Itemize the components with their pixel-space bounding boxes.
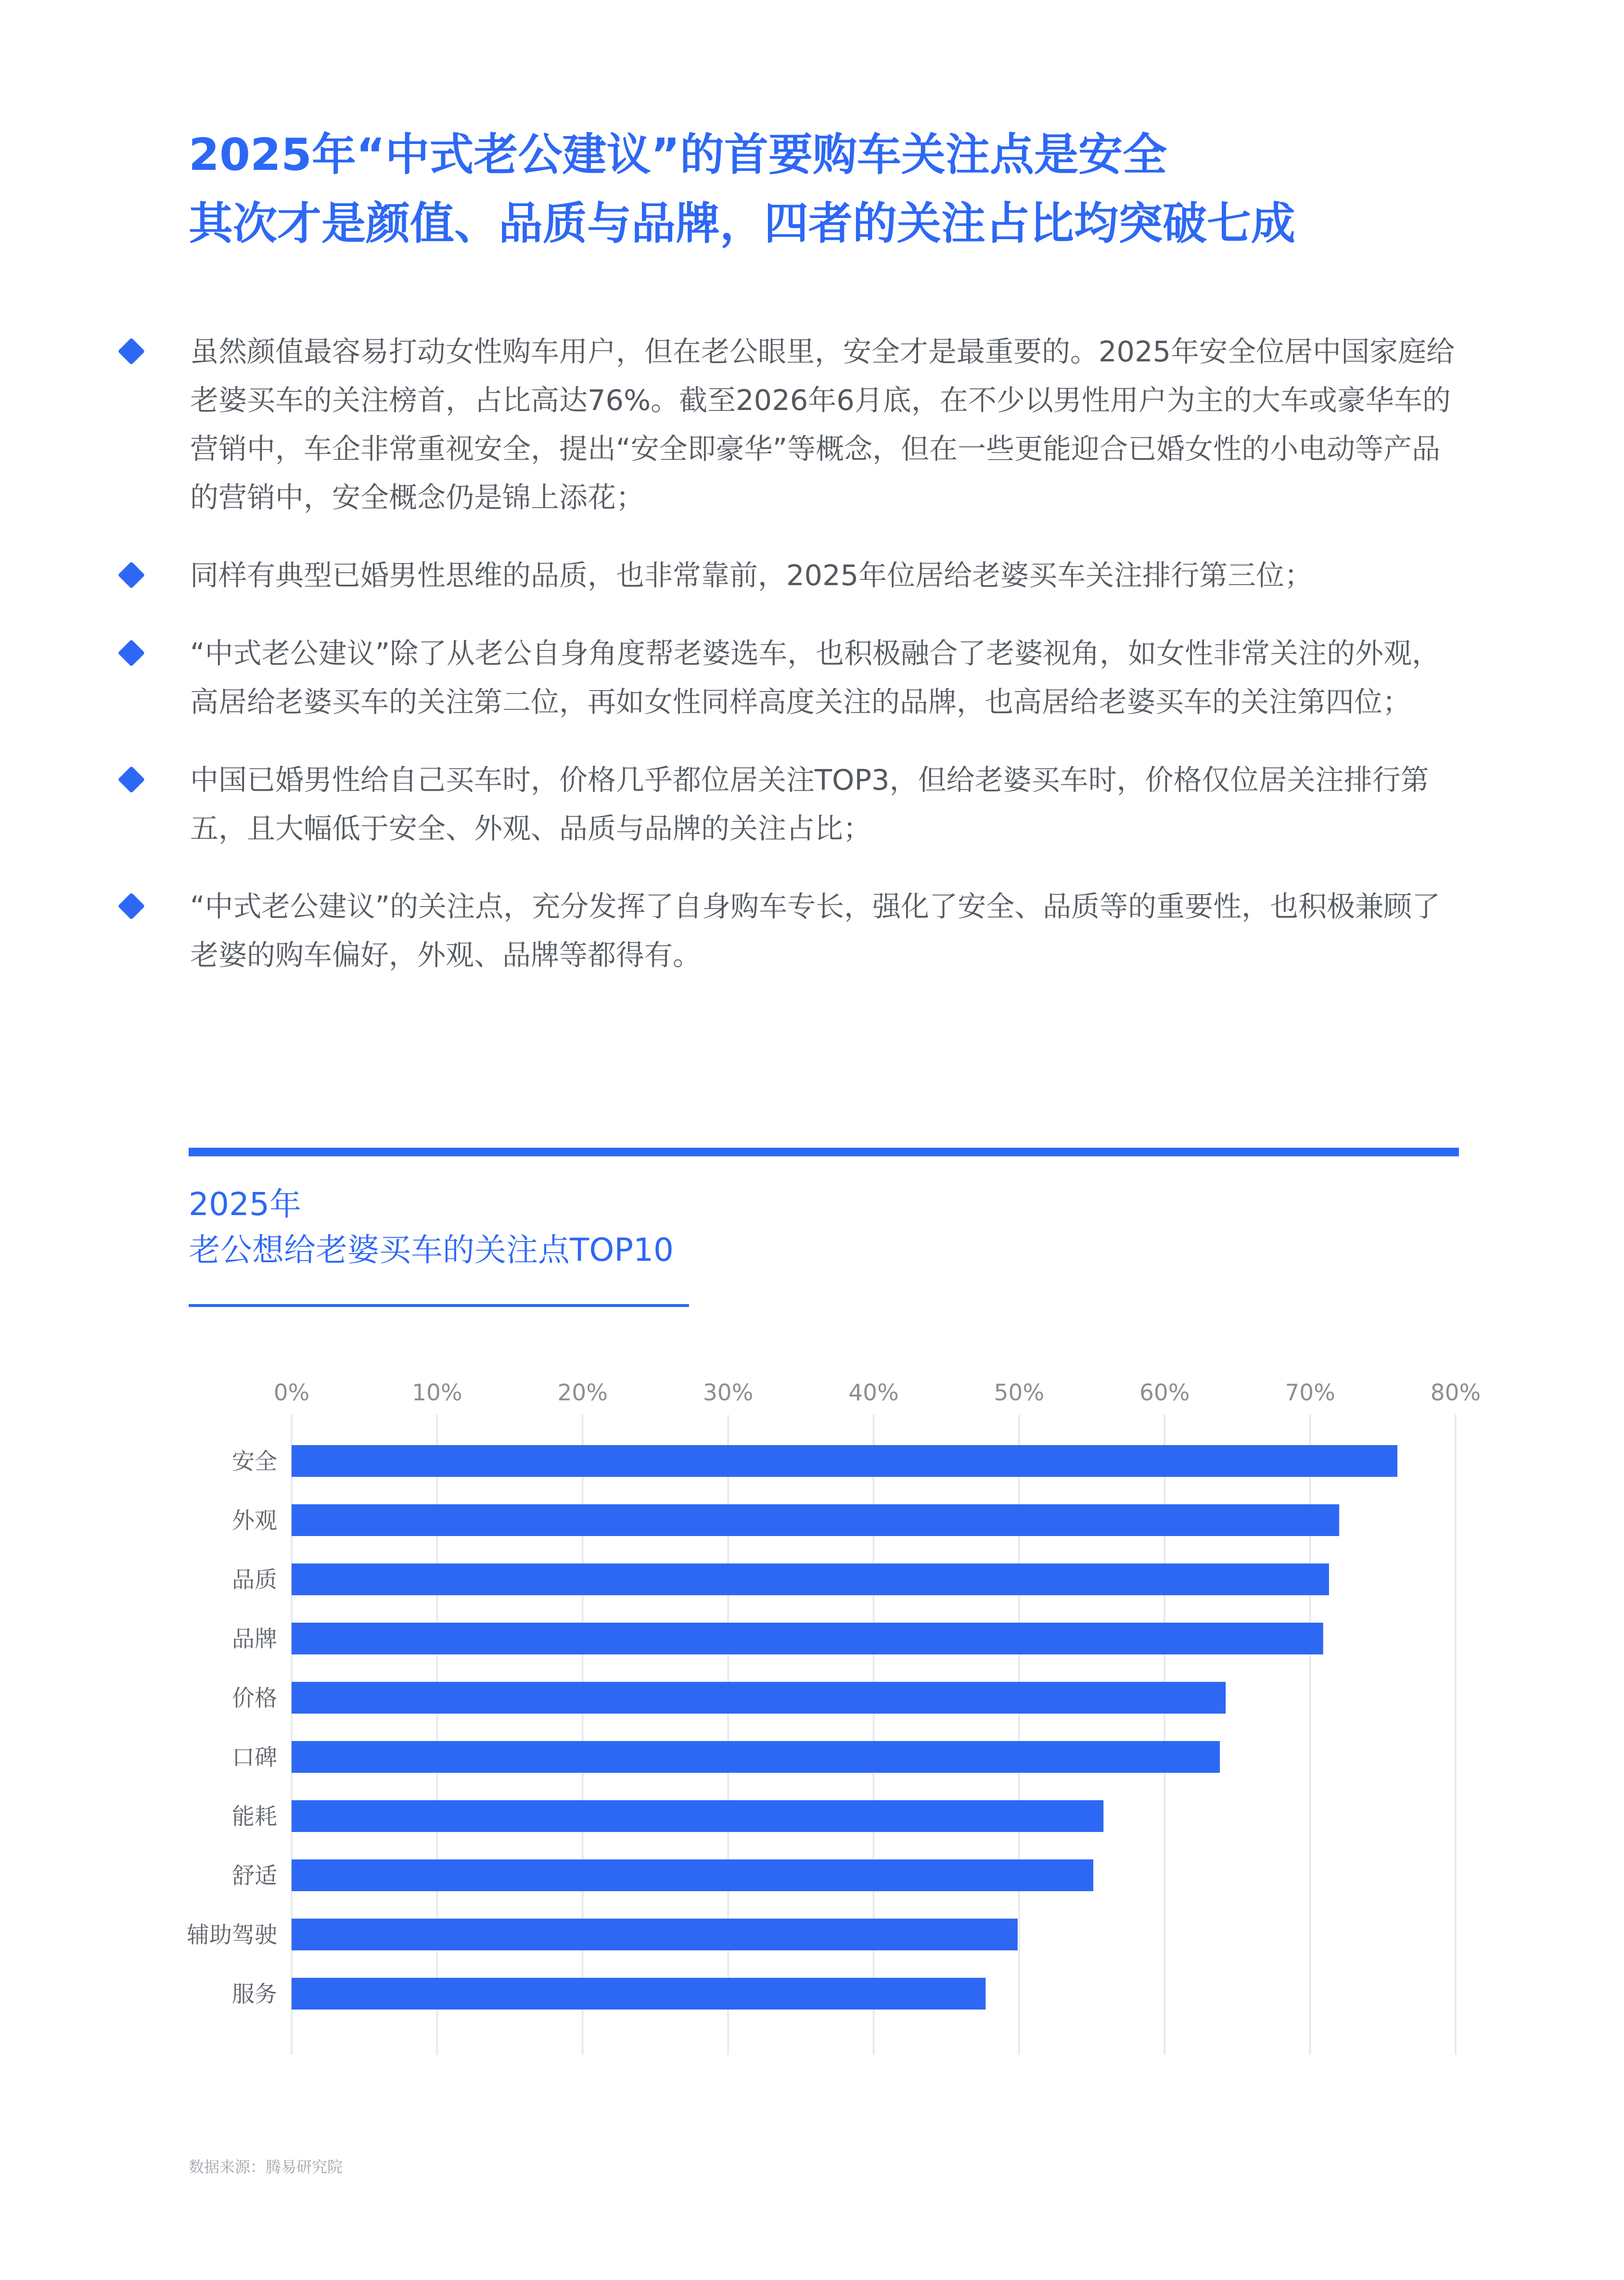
x-tick-label: 70% xyxy=(1285,1380,1335,1406)
bullet-item-4 xyxy=(115,756,1463,853)
x-tick-label: 0% xyxy=(273,1380,310,1406)
x-tick-label: 60% xyxy=(1139,1380,1190,1406)
category-label: 服务 xyxy=(232,1981,277,2008)
diamond-bullet-icon xyxy=(118,562,145,589)
category-label: 口碑 xyxy=(232,1744,277,1771)
chart-top-rule xyxy=(189,1148,1459,1156)
category-label: 品质 xyxy=(232,1567,277,1593)
bar-1 xyxy=(292,1445,1397,1477)
category-label: 能耗 xyxy=(232,1804,277,1830)
diamond-bullet-icon xyxy=(118,640,145,667)
category-label: 辅助驾驶 xyxy=(187,1922,277,1948)
bar-7 xyxy=(292,1800,1103,1832)
bullet-text: “中式老公建议”的关注点，充分发挥了自身购车专长，强化了安全、品质等的重要性，也积极兼顾了老婆的购车偏好，外观、品牌等都得有。 xyxy=(190,890,1441,972)
bar-chart xyxy=(0,1347,1624,2069)
bar-5 xyxy=(292,1682,1226,1714)
bullet-list xyxy=(115,327,1463,1009)
page-title-line-2: 其次才是颜值、品质与品牌，四者的关注占比均突破七成 xyxy=(189,198,1296,249)
bullet-text: “中式老公建议”除了从老公自身角度帮老婆选车，也积极融合了老婆视角，如女性非常关注的外观，高居给老婆买车的关注第二位，再如女性同样高度关注的品牌，也高居给老婆买车的关注第四位； xyxy=(190,637,1441,718)
page-title-line-1: 2025年“中式老公建议”的首要购车关注点是安全 xyxy=(189,129,1167,180)
bar-9 xyxy=(292,1919,1018,1950)
diamond-bullet-icon xyxy=(118,338,145,365)
x-tick-label: 50% xyxy=(994,1380,1045,1406)
category-label: 价格 xyxy=(232,1685,277,1712)
bullet-text: 中国已婚男性给自己买车时，价格几乎都位居关注TOP3，但给老婆买车时，价格仅位居关注排行第五，且大幅低于安全、外观、品质与品牌的关注占比； xyxy=(190,763,1429,845)
x-tick-label: 80% xyxy=(1430,1380,1481,1406)
category-label: 舒适 xyxy=(232,1863,277,1889)
bar-6 xyxy=(292,1741,1220,1773)
chart-title-line-2: 老公想给老婆买车的关注点TOP10 xyxy=(189,1231,674,1268)
x-tick-label: 20% xyxy=(557,1380,608,1406)
bar-2 xyxy=(292,1504,1339,1536)
x-tick-label: 10% xyxy=(412,1380,462,1406)
bar-3 xyxy=(292,1563,1329,1595)
diamond-bullet-icon xyxy=(118,893,145,920)
category-label: 外观 xyxy=(232,1508,277,1534)
category-label: 品牌 xyxy=(232,1626,277,1652)
chart-title xyxy=(189,1181,674,1273)
bullet-item-5 xyxy=(115,882,1463,979)
data-source: 数据来源：腾易研究院 xyxy=(189,2158,343,2176)
bullet-item-2 xyxy=(115,551,1463,600)
x-tick-label: 40% xyxy=(848,1380,899,1406)
bullet-text: 虽然颜值最容易打动女性购车用户，但在老公眼里，安全才是最重要的。2025年安全位居中国家庭给老婆买车的关注榜首，占比高达76%。截至2026年6月底，在不少以男性用户为主的大车或豪华车的营销中，车企非常重视安全，提出“安全即豪华”等概念，但在一些更能迎合已婚女性的小电动等产品的营销中，安全概念仍是锦上添花； xyxy=(190,335,1455,514)
x-tick-label: 30% xyxy=(703,1380,754,1406)
category-label: 安全 xyxy=(232,1448,277,1475)
bullet-item-1 xyxy=(115,327,1463,522)
bar-8 xyxy=(292,1859,1093,1891)
bar-4 xyxy=(292,1623,1323,1654)
bullet-item-3 xyxy=(115,629,1463,726)
chart-title-underline xyxy=(189,1304,689,1307)
chart-title-line-1: 2025年 xyxy=(189,1186,301,1223)
bullet-text: 同样有典型已婚男性思维的品质，也非常靠前，2025年位居给老婆买车关注排行第三位； xyxy=(190,559,1313,592)
bar-10 xyxy=(292,1978,985,2010)
diamond-bullet-icon xyxy=(118,766,145,794)
page-title xyxy=(189,120,1488,258)
